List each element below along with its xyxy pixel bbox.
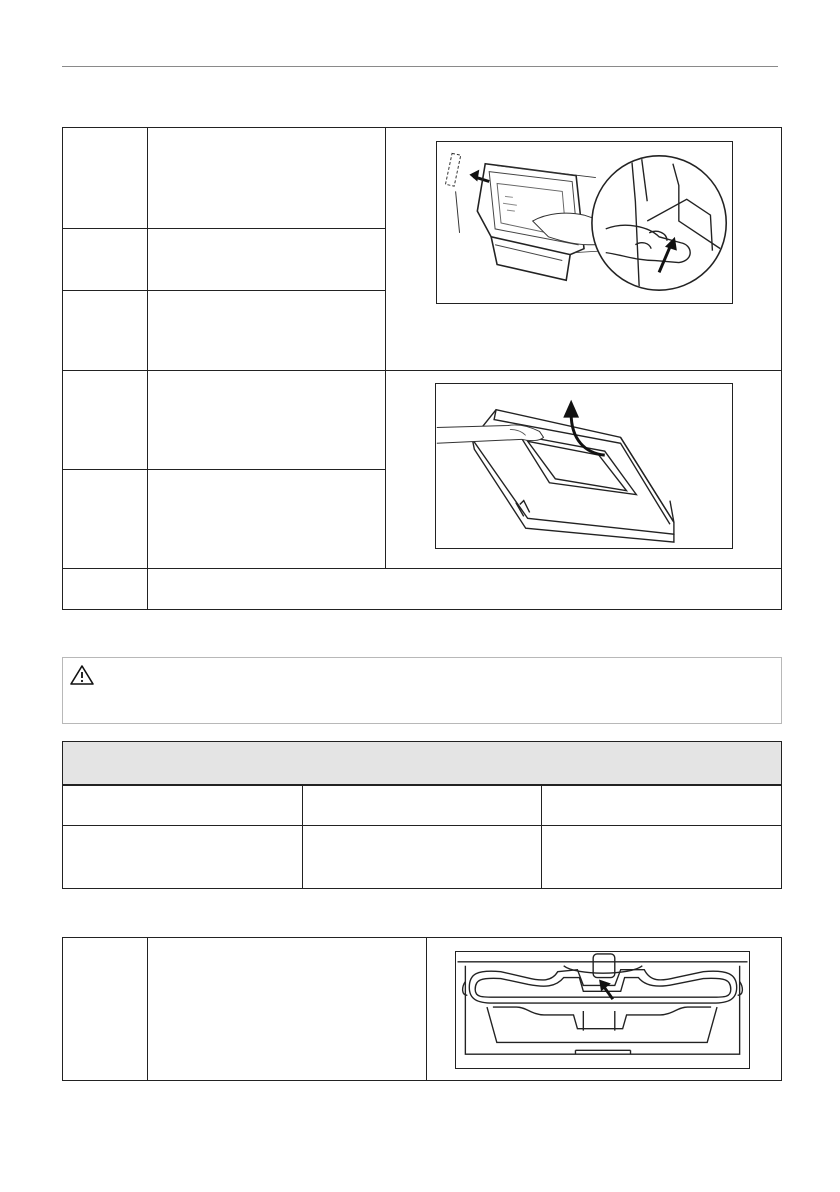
heating-element-lower-illustration <box>455 951 750 1069</box>
door-glass-slide-out-illustration <box>436 141 733 304</box>
step-row-4 <box>63 371 385 469</box>
row-divider <box>63 825 781 826</box>
spec-table-header <box>63 742 781 786</box>
step-row-2 <box>63 229 385 290</box>
step-number-column-divider <box>147 938 148 1080</box>
step-row-3 <box>63 291 385 370</box>
spec-table <box>62 741 782 889</box>
column-divider <box>541 786 542 888</box>
step-row-6 <box>63 569 781 609</box>
step-row-5 <box>63 470 385 568</box>
figure-column-divider <box>385 128 386 568</box>
step-row-1 <box>63 128 385 228</box>
figure-column-divider <box>426 938 427 1080</box>
door-glass-lift-illustration <box>435 383 733 549</box>
warning-triangle-icon <box>69 664 95 686</box>
column-divider <box>302 786 303 888</box>
header-rule <box>62 66 778 67</box>
warning-box <box>62 657 782 724</box>
